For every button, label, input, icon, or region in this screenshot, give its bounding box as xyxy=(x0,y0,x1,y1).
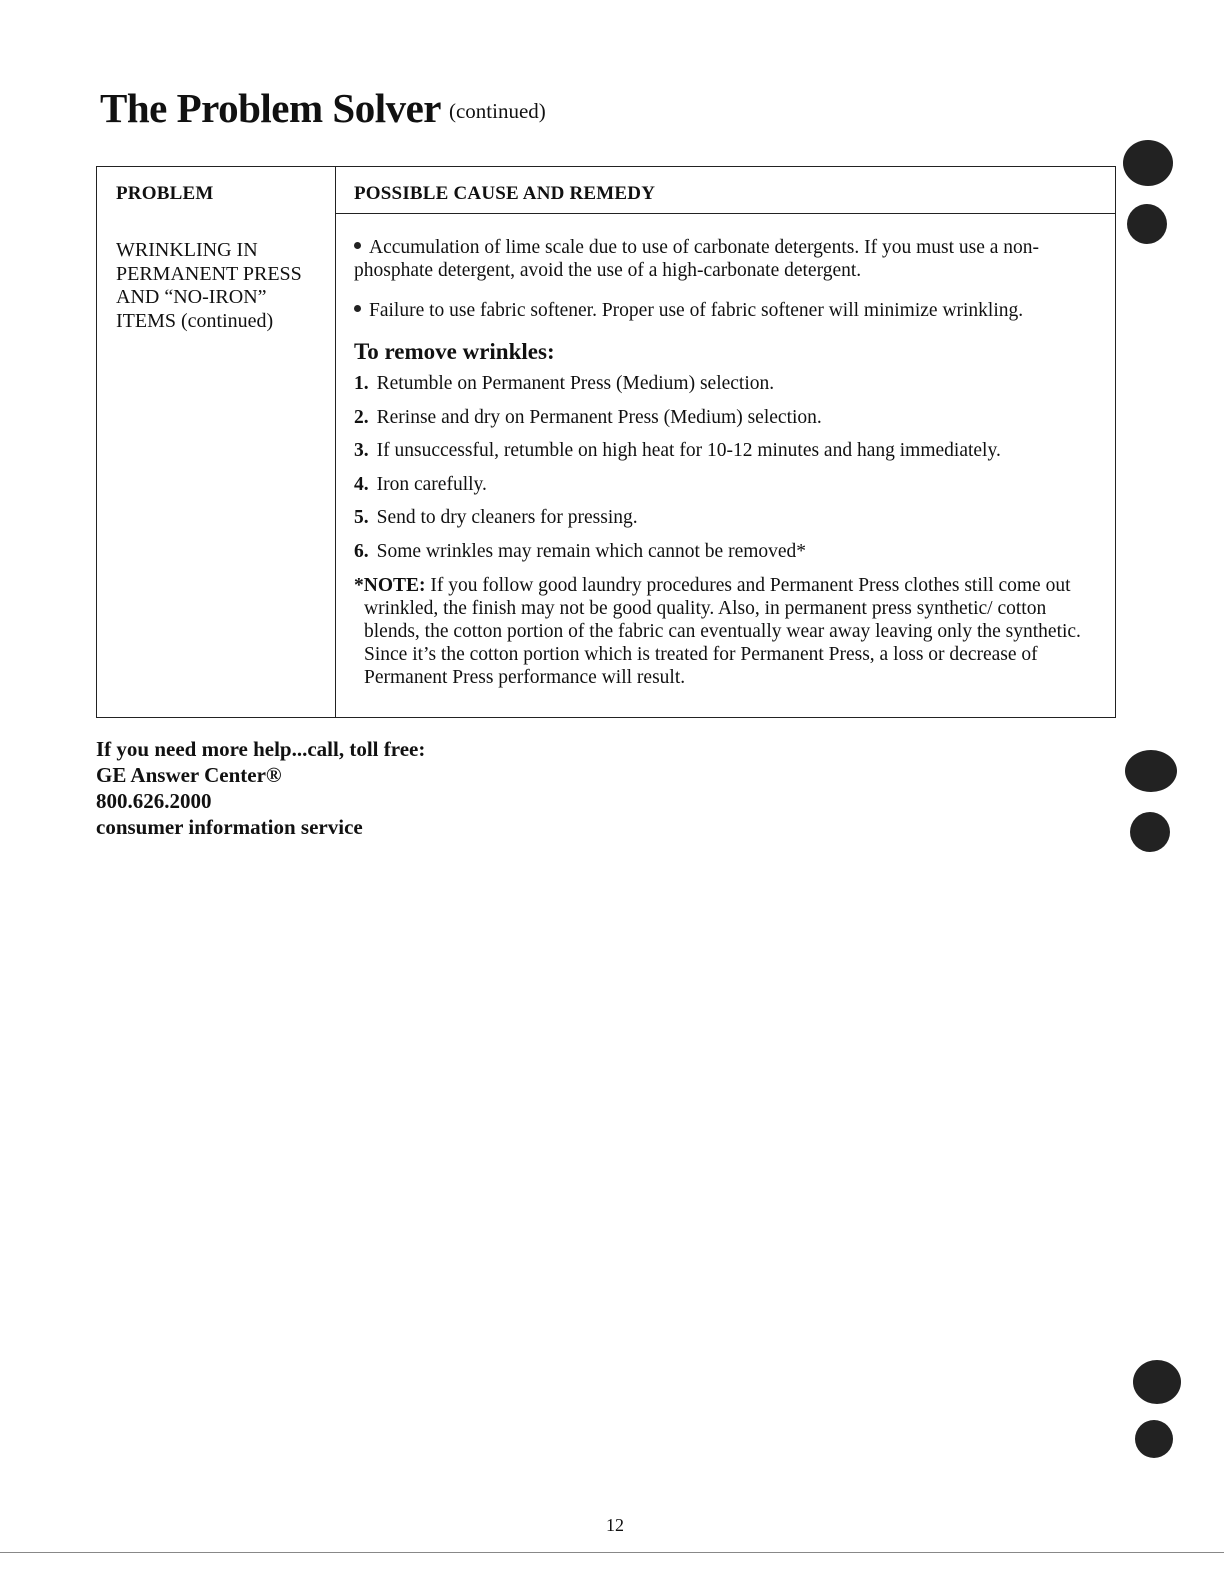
step-text: If unsuccessful, retumble on high heat for 10-12 minutes and hang immediately. xyxy=(376,440,1001,461)
step-text: Retumble on Permanent Press (Medium) selection. xyxy=(376,373,775,394)
step-number: 5. xyxy=(354,507,369,528)
note-label: *NOTE: xyxy=(354,575,426,596)
page-number: 12 xyxy=(606,1515,624,1535)
binder-hole-icon xyxy=(1127,204,1167,244)
note-text: If you follow good laundry procedures and Permanent Press clothes still come out wrinkled, the finish may not be good quality. Also, in permanent press synthetic/ cotton blends, the cotton portion of the fabric can eventually wear away leaving only the synthetic. Since it’s the cotton portion which is treated for Permanent Press, a loss or decrease of Permanent Press performance will result. xyxy=(364,575,1081,688)
cause-text: Failure to use fabric softener. Proper use of fabric softener will minimize wrinkling. xyxy=(369,300,1024,321)
column-divider xyxy=(335,167,336,717)
remedy-steps xyxy=(354,373,1104,563)
bullet-dot-icon xyxy=(354,305,361,312)
bottom-edge xyxy=(0,1552,1224,1553)
problem-line: AND “NO-IRON” xyxy=(116,286,267,308)
problem-cell xyxy=(116,239,326,333)
help-block xyxy=(96,736,425,840)
step-number: 2. xyxy=(354,406,369,428)
page-title-suffix: (continued) xyxy=(448,99,546,123)
binder-hole-icon xyxy=(1123,140,1173,186)
bullet-dot-icon xyxy=(354,242,361,249)
help-center-name: GE Answer Center® xyxy=(96,763,282,787)
remedy-heading: To remove wrinkles: xyxy=(354,338,555,364)
problem-line: ITEMS (continued) xyxy=(116,309,274,332)
step-text: Iron carefully. xyxy=(376,473,487,495)
step-number: 6. xyxy=(354,540,369,562)
step-item xyxy=(354,407,1104,430)
step-number: 4. xyxy=(354,473,369,495)
binder-hole-icon xyxy=(1130,812,1170,852)
header-remedy: POSSIBLE CAUSE AND REMEDY xyxy=(354,183,656,204)
step-item xyxy=(354,440,1104,463)
cause-text: Accumulation of lime scale due to use of carbonate detergents. If you must use a non-phosphate detergent, avoid the use of a high-carbonate detergent. xyxy=(354,237,1040,281)
binder-hole-icon xyxy=(1135,1420,1173,1458)
binder-hole-icon xyxy=(1133,1360,1181,1404)
problem-line: PERMANENT PRESS xyxy=(116,262,302,285)
remedy-cell xyxy=(354,237,1104,689)
page-title-main: The Problem Solver xyxy=(100,85,441,131)
help-line: If you need more help...call, toll free: xyxy=(96,737,426,761)
header-divider xyxy=(335,213,1115,214)
step-text: Some wrinkles may remain which cannot be removed* xyxy=(376,540,807,562)
problem-line: WRINKLING IN xyxy=(116,239,258,261)
step-number: 3. xyxy=(354,440,369,461)
cause-item xyxy=(354,300,1104,323)
step-item xyxy=(354,474,1104,497)
step-text: Send to dry cleaners for pressing. xyxy=(376,507,638,528)
header-problem: PROBLEM xyxy=(116,183,214,204)
note xyxy=(354,574,1104,689)
problem-solver-table xyxy=(96,166,1116,718)
step-item xyxy=(354,507,1104,530)
help-phone-number: 800.626.2000 xyxy=(96,789,212,813)
binder-hole-icon xyxy=(1125,750,1177,792)
cause-item xyxy=(354,237,1104,282)
step-item xyxy=(354,373,1104,396)
page-title xyxy=(100,84,546,132)
help-service-label: consumer information service xyxy=(96,815,363,839)
step-text: Rerinse and dry on Permanent Press (Medium) selection. xyxy=(376,406,822,428)
step-item xyxy=(354,541,1104,564)
step-number: 1. xyxy=(354,373,369,394)
